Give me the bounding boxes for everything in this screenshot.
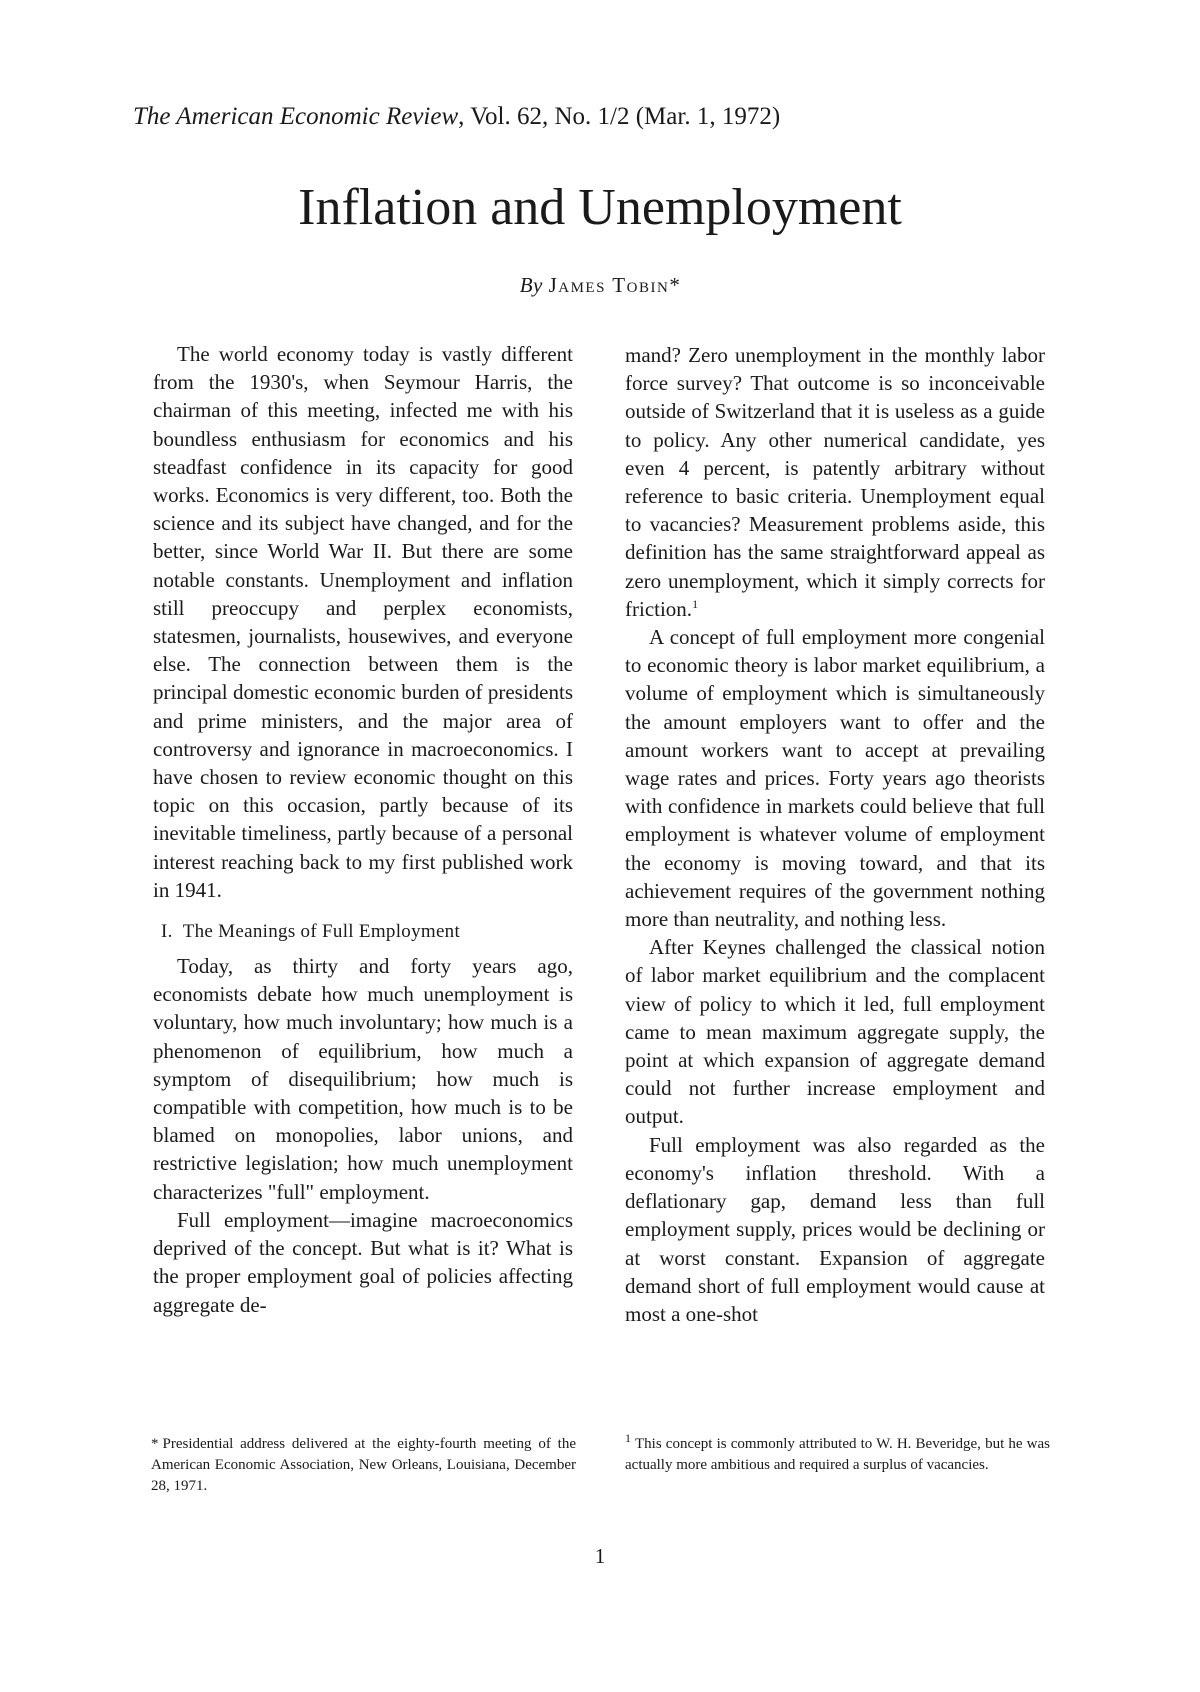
page-number: 1 bbox=[594, 1544, 606, 1568]
journal-name: The American Economic Review bbox=[133, 103, 459, 130]
paragraph-inflation-threshold: Full employment was also regarded as the economy's inflation threshold. With a deflationary gap, demand less than full employment supply, prices would be declining or at worst constant. Expansion of aggregate demand short of full employment would cause at most a one-shot bbox=[625, 1132, 1045, 1326]
article-title: Inflation and Unemployment bbox=[298, 179, 902, 236]
paragraph-debate: Today, as thirty and forty years ago, economists debate how much unemployment is voluntary, how much involuntary; how much is a phenomenon of equilibrium, how much a symptom of disequilibrium; how much is compatible with competition, how much is to be blamed on monopolies, labor unions, and restrictive legislation; how much unemployment characterizes "full" employment. bbox=[153, 954, 573, 1204]
paragraph-intro: The world economy today is vastly different from the 1930's, when Seymour Harris, the chairman of this meeting, infected me with his boundless enthusiasm for economics and his steadfast confidence in its capacity for good works. Economics is very different, too. Both the science and its subject have changed, and for the better, since World War II. But there are some notable constants. Unemployment and inflation still preoccupy and perplex economists, statesmen, journalists, housewives, and everyone else. The connection between them is the principal domestic economic burden of presidents and prime ministers, and the major area of controversy and ignorance in macroeconomics. I have chosen to review economic thought on this topic on this occasion, partly because of its inevitable timeliness, partly because of a personal interest reaching back to my first published work in 1941. bbox=[153, 342, 573, 902]
paragraph-continued-text: mand? Zero unemployment in the monthly labor force survey? That outcome is so inconceivable outside of Switzerland that it is useless as a guide to policy. Any other numerical candidate, yes even 4 percent, is patently arbitrary without reference to basic criteria. Unemployment equal to vacancies? Measurement problems aside, this definition has the same straightforward appeal as zero unemployment, which it simply corrects for friction. bbox=[625, 343, 1045, 621]
author-footnote-mark: * bbox=[669, 273, 681, 297]
paragraph-continued bbox=[625, 341, 1045, 623]
footnote-author-mark: * bbox=[151, 1436, 159, 1452]
byline-prefix: By bbox=[519, 273, 543, 297]
right-column bbox=[625, 341, 1045, 1328]
paragraph-keynes: After Keynes challenged the classical notion of labor market equilibrium and the complacent view of policy to which it led, full employment came to mean maximum aggregate supply, the point at which expansion of aggregate demand could not further increase employment and output. bbox=[625, 935, 1045, 1129]
footnote-ref-1: 1 bbox=[692, 596, 699, 611]
footnote-author-text: Presidential address delivered at the eighty-fourth meeting of the American Economic Association, New Orleans, Louisiana, December 28, 1971. bbox=[151, 1436, 576, 1494]
footnote-1 bbox=[625, 1431, 1050, 1476]
byline bbox=[0, 271, 1200, 299]
author-name: James Tobin bbox=[548, 273, 670, 297]
footnote-author bbox=[151, 1434, 576, 1497]
left-column bbox=[153, 340, 573, 1319]
paragraph-full-employment: Full employment—imagine macroeconomics deprived of the concept. But what is it? What is the proper employment goal of policies affecting aggregate de- bbox=[153, 1207, 573, 1317]
paragraph-labor-market: A concept of full employment more congenial to economic theory is labor market equilibrium, a volume of employment which is simultaneously the amount employers want to offer and the amount workers want to accept at prevailing wage rates and prices. Forty years ago theorists with confidence in markets could believe that full employment is whatever volume of employment the economy is moving toward, and that its achievement requires of the government nothing more than neutrality, and nothing less. bbox=[625, 625, 1045, 932]
footnote-1-mark: 1 bbox=[625, 1431, 631, 1445]
section-title: The Meanings of Full Employment bbox=[182, 921, 461, 943]
section-heading bbox=[153, 918, 573, 946]
volume-issue-date: , Vol. 62, No. 1/2 (Mar. 1, 1972) bbox=[458, 103, 781, 130]
footnote-1-text: This concept is commonly attributed to W. H. Beveridge, but he was actually more ambitious and required a surplus of vacancies. bbox=[625, 1436, 1050, 1473]
journal-citation bbox=[133, 100, 780, 134]
section-number: I. bbox=[161, 921, 173, 943]
